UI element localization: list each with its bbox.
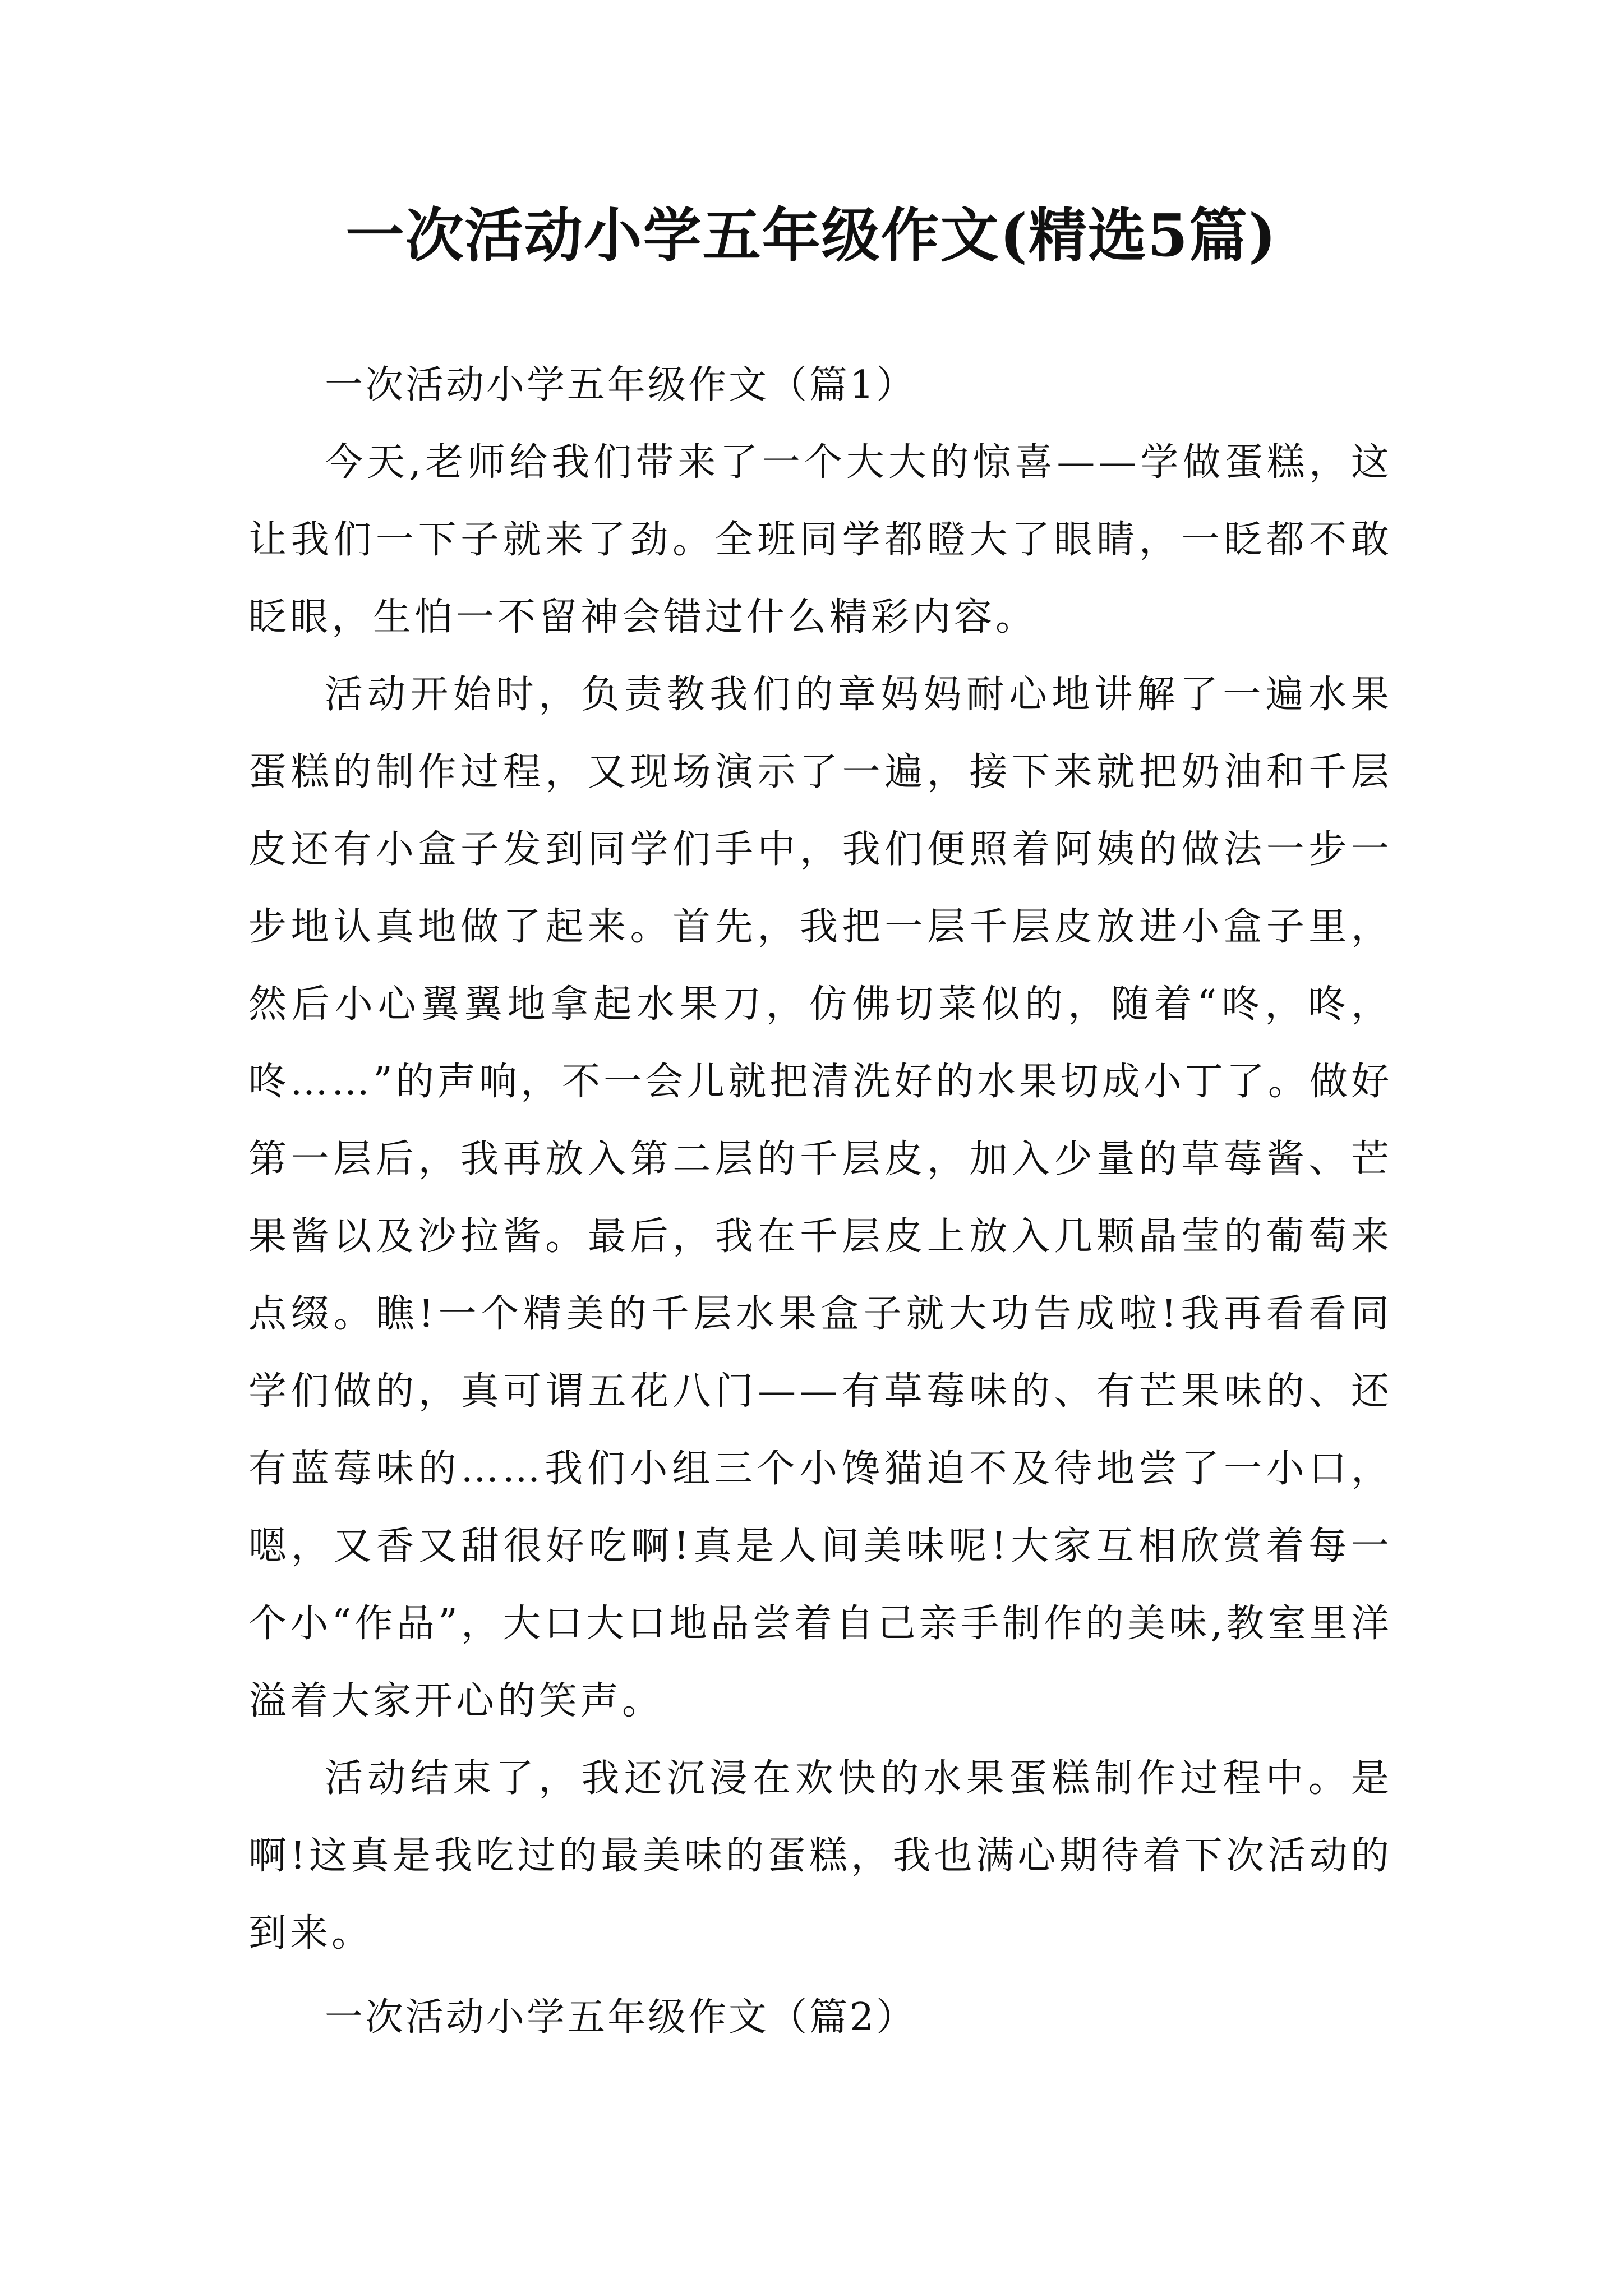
section-heading-1: 一次活动小学五年级作文（篇1） (325, 363, 917, 407)
section-heading-2: 一次活动小学五年级作文（篇2） (325, 1995, 917, 2040)
document-body (248, 347, 1393, 2056)
paragraph-2: 活动开始时，负责教我们的章妈妈耐心地讲解了一遍水果蛋糕的制作过程，又现场演示了一遍，接下来就把奶油和千层皮还有小盒子发到同学们手中，我们便照着阿姨的做法一步一步地认真地做了起来。首先，我把一层千层皮放进小盒子里，然后小心翼翼地拿起水果刀，仿佛切菜似的，随着“咚，咚，咚……”的声响，不一会儿就把清洗好的水果切成小丁了。做好第一层后，我再放入第二层的千层皮，加入少量的草莓酱、芒果酱以及沙拉酱。最后，我在千层皮上放入几颗晶莹的葡萄来点缀。瞧!一个精美的千层水果盒子就大功告成啦!我再看看同学们做的，真可谓五花八门——有草莓味的、有芒果味的、还有蓝莓味的……我们小组三个小馋猫迫不及待地尝了一小口，嗯，又香又甜很好吃啊!真是人间美味呢!大家互相欣赏着每一个小“作品”，大口大口地品尝着自己亲手制作的美味,教室里洋溢着大家开心的笑声。 (248, 673, 1393, 1723)
paragraph-3: 活动结束了，我还沉浸在欢快的水果蛋糕制作过程中。是啊!这真是我吃过的最美味的蛋糕，我也满心期待着下次活动的到来。 (248, 1756, 1393, 1955)
paragraph-1: 今天,老师给我们带来了一个大大的惊喜——学做蛋糕，这让我们一下子就来了劲。全班同学都瞪大了眼睛，一眨都不敢眨眼，生怕一不留神会错过什么精彩内容。 (248, 440, 1393, 639)
document-title: 一次活动小学五年级作文(精选5篇) (345, 201, 1278, 270)
